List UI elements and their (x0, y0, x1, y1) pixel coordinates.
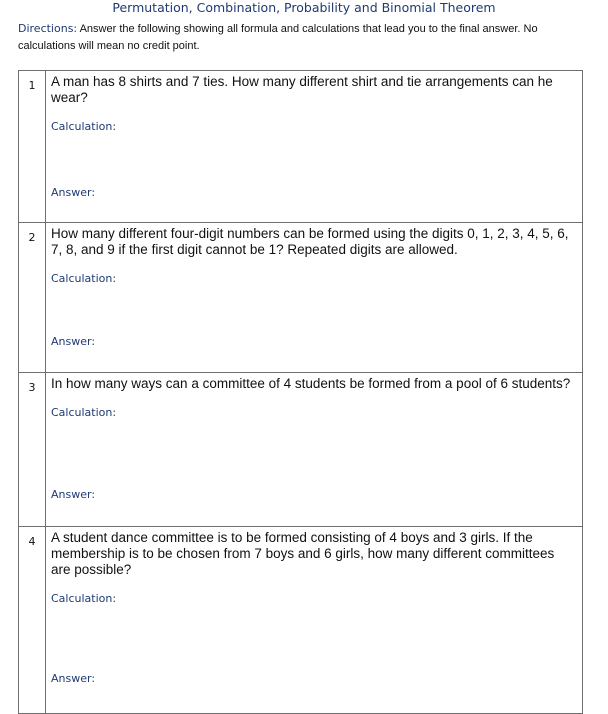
answer-label: Answer: (51, 335, 96, 348)
question-text: In how many ways can a committee of 4 students be formed from a pool of 6 students? (51, 376, 571, 391)
calculation-label: Calculation: (51, 406, 117, 419)
question-row (19, 71, 583, 223)
question-cell (46, 373, 583, 527)
calculation-label: Calculation: (51, 120, 117, 133)
answer-label: Answer: (51, 186, 96, 199)
directions (18, 20, 593, 55)
answer-label: Answer: (51, 672, 96, 685)
question-text: A man has 8 shirts and 7 ties. How many different shirt and tie arrangements can he wear? (51, 74, 553, 105)
calculation-label: Calculation: (51, 592, 117, 605)
question-row (19, 527, 583, 714)
question-row (19, 223, 583, 373)
question-number: 1 (19, 71, 46, 223)
question-number: 4 (19, 527, 46, 714)
calculation-label: Calculation: (51, 272, 117, 285)
answer-label: Answer: (51, 488, 96, 501)
question-text: A student dance committee is to be formed consisting of 4 boys and 3 girls. If the membership is to be chosen from 7 boys and 6 girls, how many different committees are possible? (51, 530, 555, 577)
question-cell (46, 223, 583, 373)
question-cell (46, 71, 583, 223)
directions-text: Answer the following showing all formula and calculations that lead you to the final answer. No calculations will mean no credit point. (18, 23, 538, 52)
question-text: How many different four-digit numbers can be formed using the digits 0, 1, 2, 3, 4, 5, 6, 7, 8, and 9 if the first digit cannot be 1? Repeated digits are allowed. (51, 226, 569, 257)
question-cell (46, 527, 583, 714)
questions-table (18, 70, 583, 714)
directions-label: Directions: (18, 22, 78, 35)
question-number: 3 (19, 373, 46, 527)
question-number: 2 (19, 223, 46, 373)
page-title: Permutation, Combination, Probability and Binomial Theorem (112, 0, 496, 15)
question-row (19, 373, 583, 527)
